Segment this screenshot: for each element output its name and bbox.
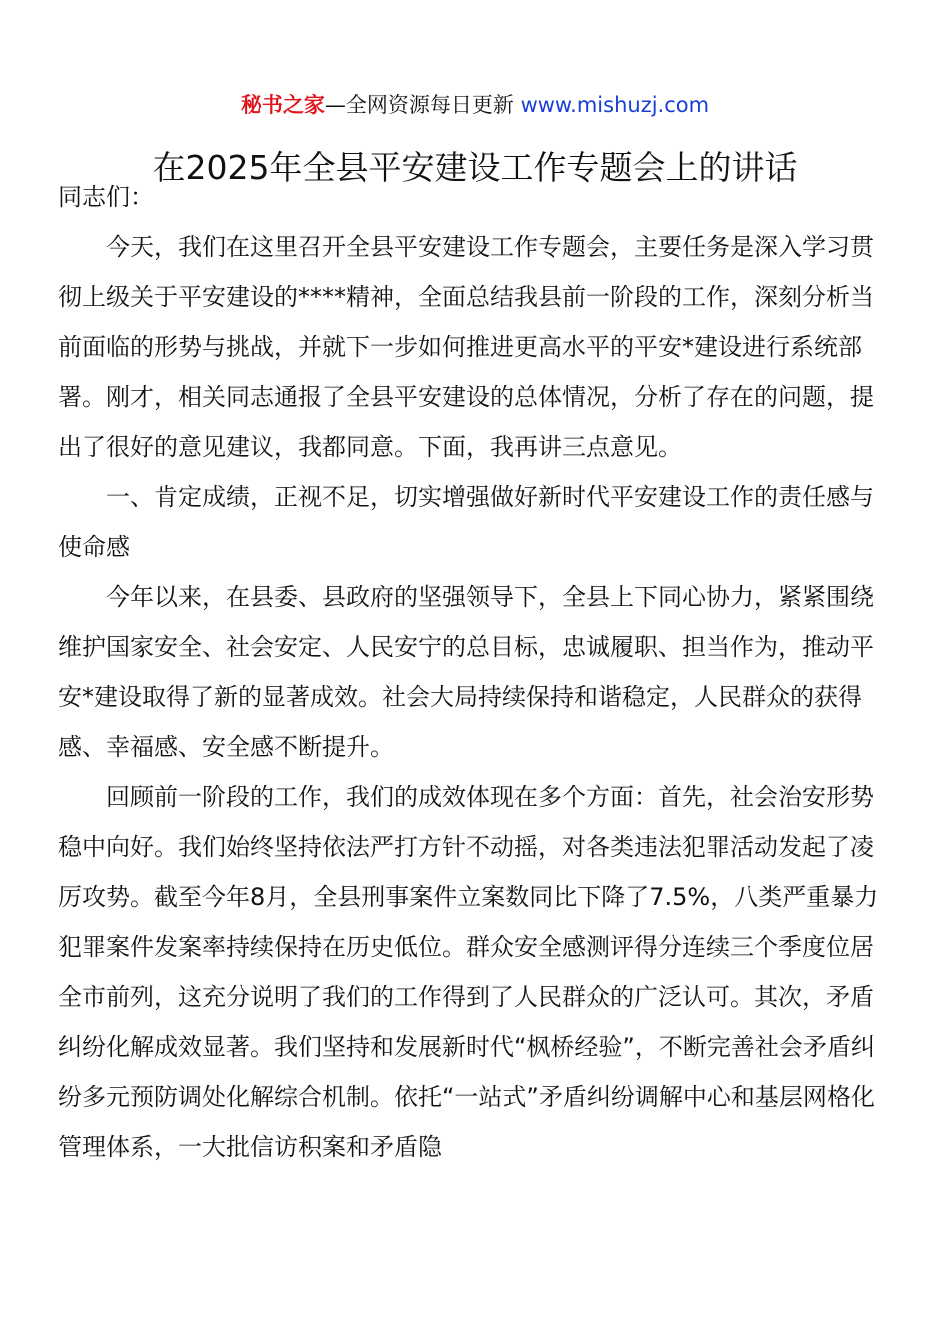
header-tagline: —全网资源每日更新 xyxy=(324,93,521,117)
document-title: 在2025年全县平安建设工作专题会上的讲话 xyxy=(152,148,798,187)
brand-name: 秘书之家 xyxy=(240,93,325,117)
salutation: 同志们： xyxy=(58,183,154,211)
section-heading-1: 一、肯定成绩，正视不足，切实增强做好新时代平安建设工作的责任感与使命感 xyxy=(58,483,874,561)
site-header xyxy=(0,90,950,120)
document-body xyxy=(58,172,892,1172)
paragraph-review: 回顾前一阶段的工作，我们的成效体现在多个方面：首先，社会治安形势稳中向好。我们始终坚持依法严打方针不动摇，对各类违法犯罪活动发起了凌厉攻势。截至今年8月，全县刑事案件立案数同比下降了7.5%，八类严重暴力犯罪案件发案率持续保持在历史低位。群众安全感测评得分连续三个季度位居全市前列，这充分说明了我们的工作得到了人民群众的广泛认可。其次，矛盾纠纷化解成效显著。我们坚持和发展新时代“枫桥经验”，不断完善社会矛盾纠纷多元预防调处化解综合机制。依托“一站式”矛盾纠纷调解中心和基层网格化管理体系，一大批信访积案和矛盾隐 xyxy=(58,783,879,1161)
paragraph-intro: 今天，我们在这里召开全县平安建设工作专题会，主要任务是深入学习贯彻上级关于平安建设的****精神，全面总结我县前一阶段的工作，深刻分析当前面临的形势与挑战，并就下一步如何推进更高水平的平安*建设进行系统部署。刚才，相关同志通报了全县平安建设的总体情况，分析了存在的问题，提出了很好的意见建议，我都同意。下面，我再讲三点意见。 xyxy=(58,233,874,461)
site-url-link[interactable]: www.mishuzj.com xyxy=(520,93,710,117)
paragraph-achievements: 今年以来，在县委、县政府的坚强领导下，全县上下同心协力，紧紧围绕维护国家安全、社会安定、人民安宁的总目标，忠诚履职、担当作为，推动平安*建设取得了新的显著成效。社会大局持续保持和谐稳定，人民群众的获得感、幸福感、安全感不断提升。 xyxy=(58,583,874,761)
